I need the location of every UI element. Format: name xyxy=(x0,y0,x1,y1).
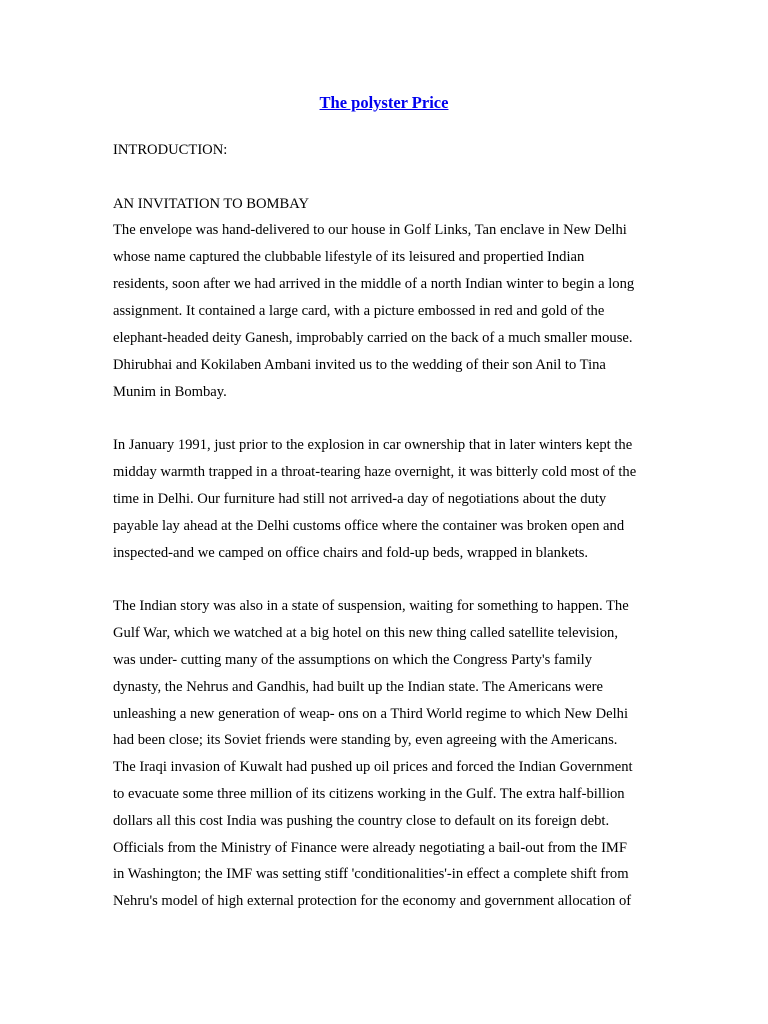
paragraph-3-line-7: The Iraqi invasion of Kuwalt had pushed up oil prices and forced the Indian Government xyxy=(113,759,633,775)
paragraph-3-line-8: to evacuate some three million of its citizens working in the Gulf. The extra half-billion xyxy=(113,786,625,802)
paragraph-2-line-1: In January 1991, just prior to the explosion in car ownership that in later winters kept the xyxy=(113,437,633,453)
paragraph-2-line-2: midday warmth trapped in a throat-tearing haze overnight, it was bitterly cold most of the xyxy=(113,464,637,480)
paragraph-1-line-7: Munim in Bombay. xyxy=(113,384,227,400)
introduction-heading: INTRODUCTION: xyxy=(113,142,228,158)
paragraph-2-line-5: inspected-and we camped on office chairs and fold-up beds, wrapped in blankets. xyxy=(113,545,589,561)
document-title: The polyster Price xyxy=(319,93,449,112)
paragraph-3-line-1: The Indian story was also in a state of suspension, waiting for something to happen. The xyxy=(113,598,629,614)
paragraph-1-line-2: whose name captured the clubbable lifestyle of its leisured and propertied Indian xyxy=(113,249,585,265)
paragraph-3-line-9: dollars all this cost India was pushing the country close to default on its foreign debt. xyxy=(113,813,610,829)
paragraph-3-line-3: was under- cutting many of the assumptions on which the Congress Party's family xyxy=(113,652,592,668)
paragraph-1-line-3: residents, soon after we had arrived in the middle of a north Indian winter to begin a long xyxy=(113,276,635,292)
paragraph-3-line-6: had been close; its Soviet friends were standing by, even agreeing with the Americans. xyxy=(113,732,618,748)
paragraph-3-line-2: Gulf War, which we watched at a big hotel on this new thing called satellite television, xyxy=(113,625,618,641)
paragraph-1-line-1: The envelope was hand-delivered to our house in Golf Links, Tan enclave in New Delhi xyxy=(113,222,627,238)
paragraph-3-line-10: Officials from the Ministry of Finance were already negotiating a bail-out from the IMF xyxy=(113,840,628,856)
paragraph-2-line-3: time in Delhi. Our furniture had still not arrived-a day of negotiations about the duty xyxy=(113,491,607,507)
paragraph-3-line-11: in Washington; the IMF was setting stiff 'conditionalities'-in effect a complete shift from xyxy=(113,866,629,882)
section-heading: AN INVITATION TO BOMBAY xyxy=(113,196,309,212)
paragraph-1-line-6: Dhirubhai and Kokilaben Ambani invited us to the wedding of their son Anil to Tina xyxy=(113,357,606,373)
paragraph-2-line-4: payable lay ahead at the Delhi customs office where the container was broken open and xyxy=(113,518,625,534)
paragraph-1-line-4: assignment. It contained a large card, with a picture embossed in red and gold of the xyxy=(113,303,605,319)
paragraph-3-line-5: unleashing a new generation of weap- ons on a Third World regime to which New Delhi xyxy=(113,706,629,722)
paragraph-3-line-12: Nehru's model of high external protection for the economy and government allocation of xyxy=(113,893,632,909)
paragraph-3-line-4: dynasty, the Nehrus and Gandhis, had built up the Indian state. The Americans were xyxy=(113,679,603,695)
paragraph-1-line-5: elephant-headed deity Ganesh, improbably carried on the back of a much smaller mouse. xyxy=(113,330,633,346)
